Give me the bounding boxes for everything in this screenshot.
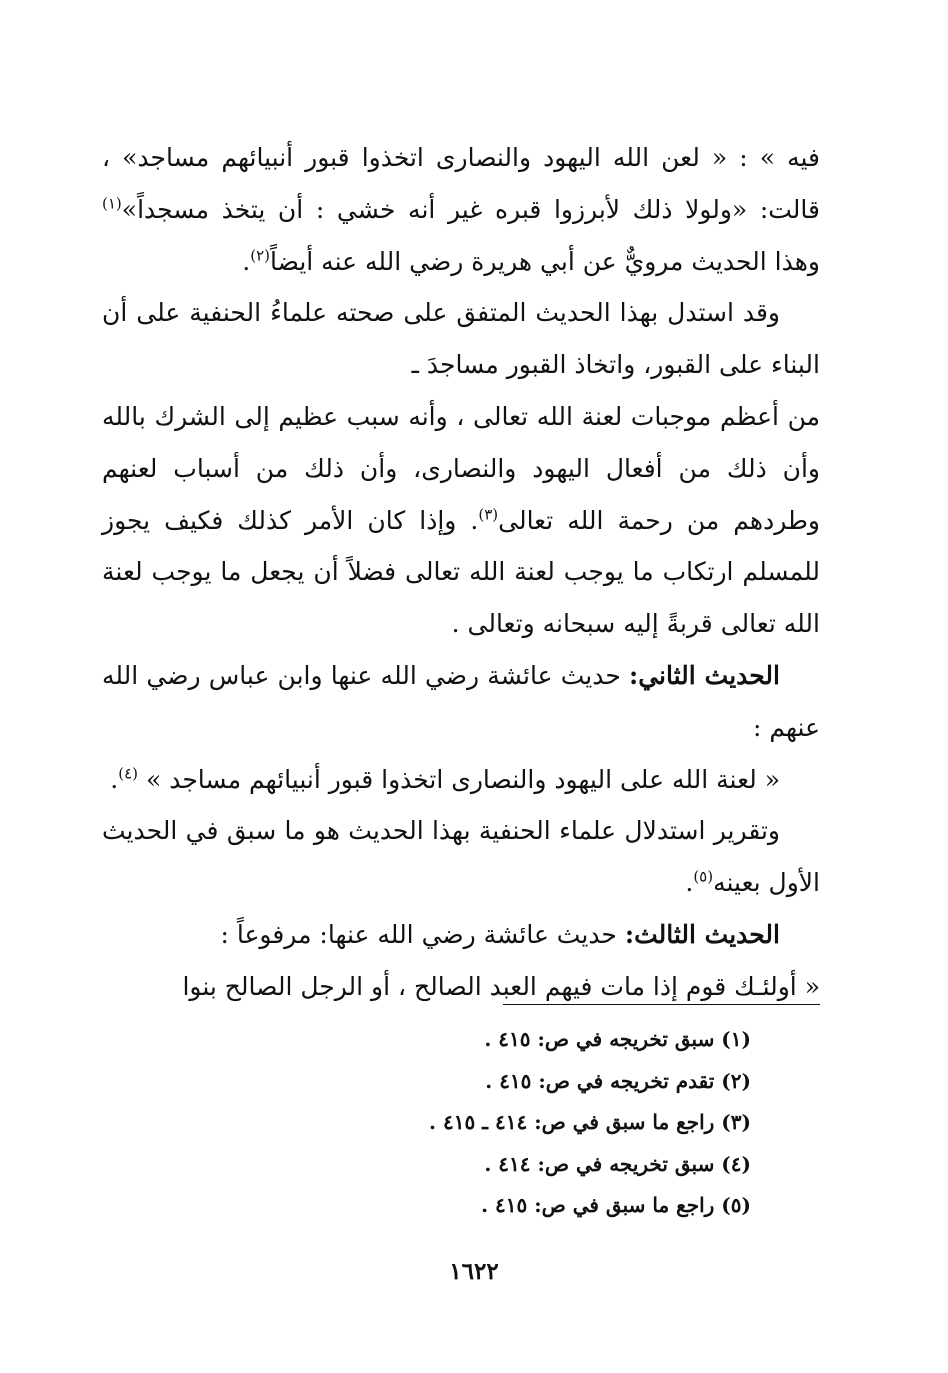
paragraph-6-text: وتقرير استدلال علماء الحنفية بهذا الحديث هو ما سبق في الحديث الأول بعينه <box>102 816 820 898</box>
paragraph-1-text-b: وهذا الحديث مرويٌّ عن أبي هريرة رضي الله عنه أيضاً <box>270 246 820 276</box>
footnote-2: (٢) تقدم تخريجه في ص: ٤١٥ . <box>485 1068 751 1093</box>
footnote-ref-5: (٥) <box>693 867 714 886</box>
hadith-two-heading: الحديث الثاني: <box>628 660 780 690</box>
footnote-ref-4: (٤) <box>118 764 139 783</box>
paragraph-3 <box>102 391 820 650</box>
paragraph-5-text: « لعنة الله على اليهود والنصارى اتخذوا قبور أنبيائهم مساجد » <box>138 764 780 794</box>
paragraph-2-text: وقد استدل بهذا الحديث المتفق على صحته علماءُ الحنفية على أن البناء على القبور، واتخاذ القبور مساجدَ ـ <box>102 298 820 380</box>
paragraph-6 <box>102 805 820 909</box>
footnote-5: (٥) راجع ما سبق في ص: ٤١٥ . <box>481 1193 751 1217</box>
footnote-ref-2: (٢) <box>250 246 271 265</box>
footnote-ref-1: (١) <box>102 194 122 213</box>
paragraph-5 <box>102 754 820 806</box>
paragraph-3-text: من أعظم موجبات لعنة الله تعالى ، وأنه سبب عظيم إلى الشرك بالله وأن ذلك من أفعال اليهود والنصارى، وأن ذلك من أسباب لعنهم وطردهم من رحمة الله تعالى <box>102 401 820 535</box>
footnotes <box>111 1019 751 1227</box>
footnote-divider <box>503 1004 820 1005</box>
paragraph-6-text-b: . <box>685 868 694 898</box>
paragraph-1-text: فيه » : « لعن الله اليهود والنصارى اتخذوا قبور أنبيائهم مساجد» ، قالت: «ولولا ذلك لأبرزوا قبره غير أنه خشي : أن يتخذ مسجداً» <box>102 143 820 224</box>
paragraph-4 <box>102 650 820 754</box>
paragraph-7-text: حديث عائشة رضي الله عنها: مرفوعاً : <box>220 919 625 949</box>
paragraph-3-text-b: . وإذا كان الأمر كذلك فكيف يجوز للمسلم ارتكاب ما يوجب لعنة الله تعالى فضلاً أن يجعل ما يوجب لعنة الله تعالى قربةً إليه سبحانه وتعالى . <box>102 505 820 639</box>
hadith-three-heading: الحديث الثالث: <box>624 919 780 949</box>
paragraph-7 <box>102 909 820 961</box>
footnote-4: (٤) سبق تخريجه في ص: ٤١٤ . <box>484 1151 751 1176</box>
paragraph-4-text: حديث عائشة رضي الله عنها وابن عباس رضي الله عنهم : <box>102 660 820 742</box>
main-text <box>102 132 820 1013</box>
paragraph-5-text-b: . <box>110 764 119 794</box>
paragraph-1-text-c: . <box>242 246 251 276</box>
footnote-3: (٣) راجع ما سبق في ص: ٤١٤ ـ ٤١٥ . <box>429 1110 751 1134</box>
paragraph-8-text: « أولئـك قوم إذا مات فيهم العبد الصالح ، أو الرجل الصالح بنوا <box>182 971 820 1001</box>
footnote-1: (١) سبق تخريجه في ص: ٤١٥ . <box>484 1027 751 1051</box>
footnote-ref-3: (٣) <box>478 505 499 524</box>
page-number: ١٦٢٢ <box>449 1258 499 1285</box>
paragraph-2 <box>102 287 820 391</box>
paragraph-1 <box>102 132 820 287</box>
